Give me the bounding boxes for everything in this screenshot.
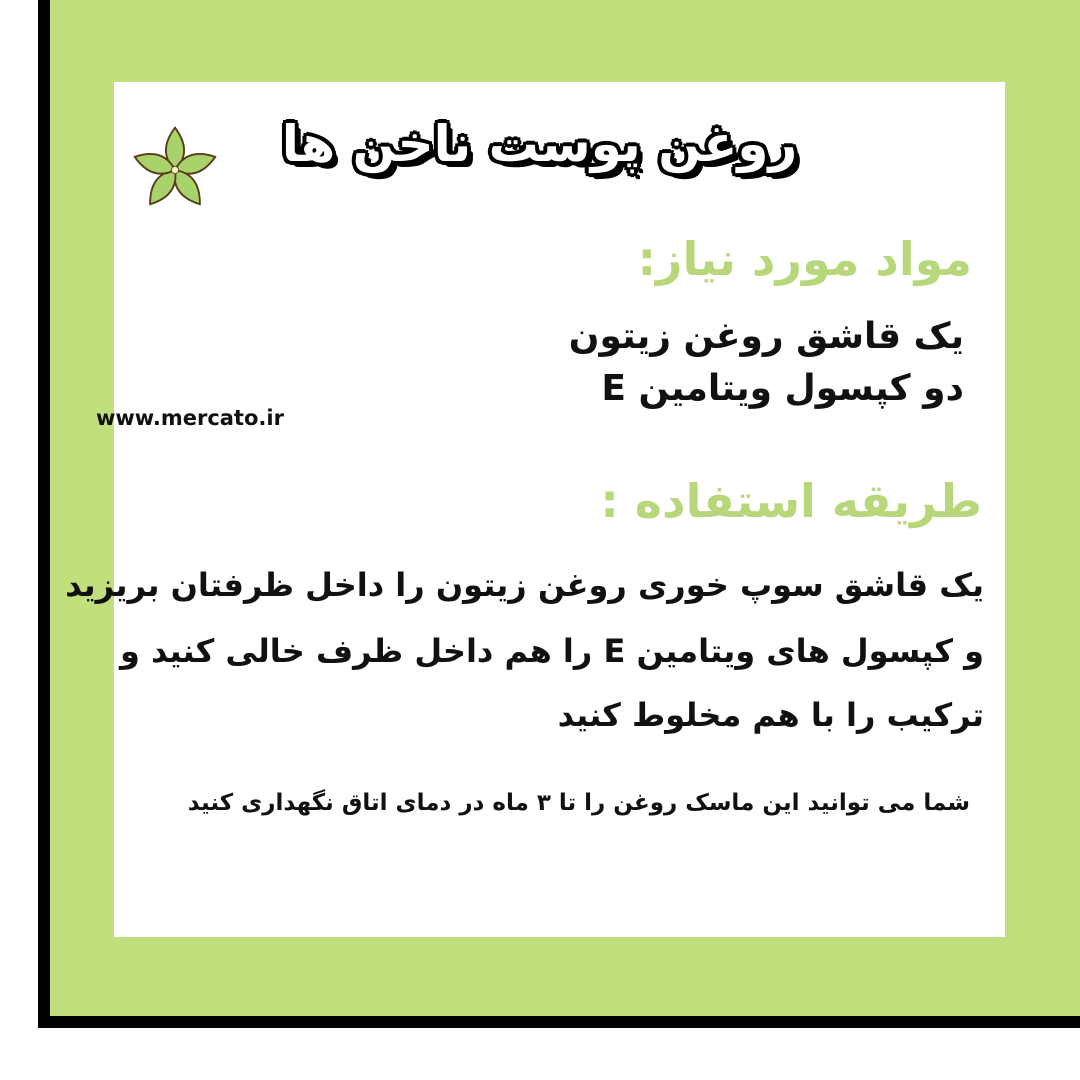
watermark-url: www.mercato.ir (96, 406, 284, 430)
method-line: و کپسول های ویتامین E را هم داخل ظرف خالی کنید و (119, 632, 984, 670)
method-heading: طریقه استفاده : (600, 474, 982, 528)
method-line: یک قاشق سوپ خوری روغن زیتون را داخل ظرفتان بریزید (65, 566, 984, 604)
storage-note: شما می توانید این ماسک روغن را تا ۳ ماه در دمای اتاق نگهداری کنید (187, 790, 970, 816)
ingredient-item: یک قاشق روغن زیتون (568, 316, 964, 357)
page-title: روغن پوست ناخن ها (281, 115, 798, 173)
materials-heading: مواد مورد نیاز: (637, 232, 972, 286)
frame-left-border (38, 0, 50, 1028)
frame-bottom-border (38, 1016, 1080, 1028)
method-line: ترکیب را با هم مخلوط کنید (557, 696, 984, 734)
title-banner (281, 92, 798, 196)
flower-icon (126, 124, 224, 216)
ingredient-item: دو کپسول ویتامین E (601, 368, 964, 409)
